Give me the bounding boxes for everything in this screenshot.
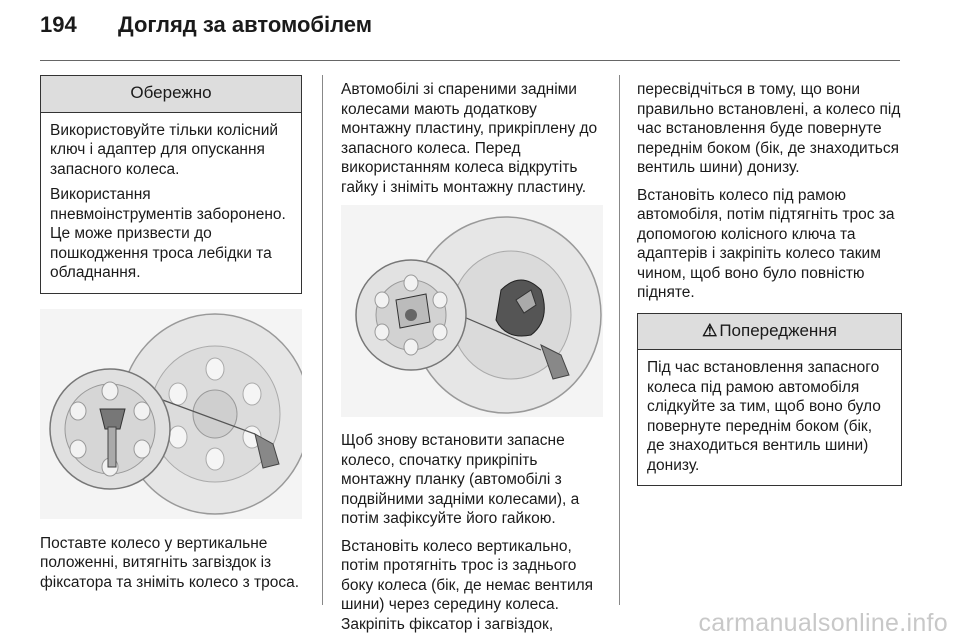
watermark: carmanualsonline.info	[698, 609, 948, 637]
warning-header	[638, 314, 901, 351]
instruction-text: Поставте колесо у вертикальне положенні, витягніть загвіздок із фіксатора та зніміть колесо з троса.	[40, 534, 299, 591]
column-2-paragraph-1: Автомобілі зі спареними задніми колесами мають додаткову монтажну пластину, прикріплену до запасного колеса. Перед використанням колеса відкрутіть гайку і зніміть монтажну пластину.	[341, 81, 598, 196]
column-2-paragraph-2: Щоб знову встановити запасне колесо, спочатку прикріпіть монтажну планку (автомобілі з подвійними задніми колесами), а потім зафіксуйте його гайкою.	[341, 432, 580, 527]
caution-text-2: Використання пневмоінструментів заборонено. Це може призвести до пошкодження троса лебідки та обладнання.	[50, 186, 286, 281]
warning-title: Попередження	[719, 320, 837, 340]
page-header	[40, 12, 900, 52]
column-3-paragraph-1: пересвідчіться в тому, що вони правильно встановлені, а колесо під час встановлення буде повернуте переднім боком (бік, де знаходиться вентиль шини) донизу.	[637, 81, 901, 176]
column-divider-1	[322, 75, 323, 605]
caution-box	[40, 75, 302, 294]
warning-box	[637, 313, 902, 487]
column-3-paragraph-2: Встановіть колесо під рамою автомобіля, потім підтягніть трос за допомогою колісного ключа та адаптерів і закріпіть колесо таким чином, щоб воно було повністю підняте.	[637, 186, 895, 301]
column-2	[341, 80, 603, 642]
illustration-mounting-plate	[341, 205, 603, 417]
warning-icon: ⚠	[702, 320, 718, 340]
illustration-wheel-removal	[40, 309, 302, 519]
column-divider-2	[619, 75, 620, 605]
caution-title: Обережно	[41, 76, 301, 113]
column-3	[637, 80, 902, 486]
caution-text-1: Використовуйте тільки колісний ключ і адаптер для опускання запасного колеса.	[50, 121, 279, 178]
header-divider	[40, 60, 900, 61]
page-title: Догляд за автомобілем	[118, 12, 373, 37]
warning-text: Під час встановлення запасного колеса під рамою автомобіля слідкуйте за тим, щоб воно було повернуте переднім боком (бік, де знаходиться вентиль шини) донизу.	[647, 359, 881, 474]
column-1	[40, 75, 302, 600]
page-number: 194	[40, 12, 77, 37]
column-2-paragraph-3: Встановіть колесо вертикально, потім протягніть трос із заднього боку колеса (бік, де немає вентиля шини) через середину колеса. Закріпіть фіксатор і загвіздок,	[341, 537, 594, 633]
